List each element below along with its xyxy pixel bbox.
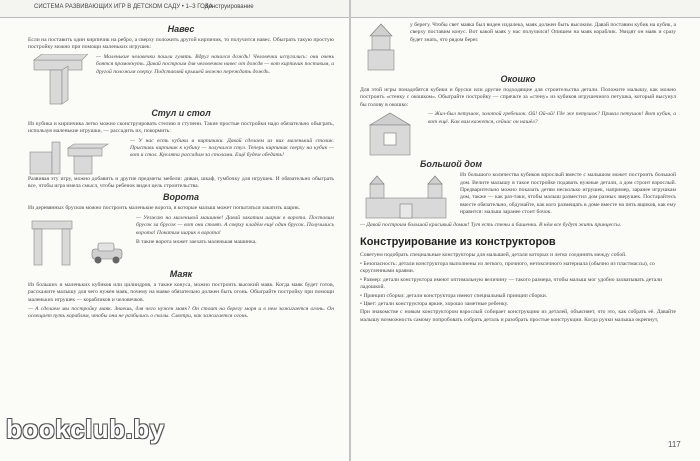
constructors-intro: Советуем подобрать специальные конструкторы для малышей, детали которых и легко соединять между собой. <box>360 251 627 258</box>
big-house-quote: — Давай построим большой красивый домик! Тут есть стены и башенки. В нём все будут жить принцессы. <box>360 222 622 229</box>
chair-table-illustration <box>28 138 122 176</box>
gate-after: В такие ворота может заехать маленькая машинка. <box>136 239 257 246</box>
lighthouse-illustration <box>360 22 402 72</box>
section-title-chair-table: Стул и стол <box>151 107 211 118</box>
chair-table-after: Развивая эту игру, можно добавить и другие предметы мебели: диван, шкаф, тумбочку для игрушек. И обязательно обыграть все, чтобы игра имела смысл, чтобы ребенок видел цель строительства. <box>28 175 334 190</box>
section-title-naves: Навес <box>167 24 195 34</box>
bullet-color: • Цвет: детали конструктора яркие, хорошо заметные ребенку. <box>360 301 509 308</box>
chair-table-text: Из кубика и кирпичика легко можно сконструировать стелию и ступени. Такие простые постройки надо обязательно обыграть, используя маленькие игрушки, — рассадить их, покормить: <box>28 120 334 135</box>
left-page <box>28 22 334 323</box>
window-text: Для этой игры понадобятся кубики и бруски или другие подходящие для строительства детали. Положите малышу, как можно построить «стенку с окошком». Обыграйте постройку — спрячьте за «стену» из кубиков игрушечного петушка, который высунул бы голову в окошко: <box>360 87 676 108</box>
right-page <box>360 22 676 326</box>
section-heading-constructors: Конструирование из конструкторов <box>360 235 556 248</box>
lighthouse-quote: — А сделаем мы постройку маяк. Знаешь, для чего нужен маяк? Он стоит на берегу моря и в нем зажигается огонь. Он освещает путь кораблям, чтобы они не разбились о скалы. Смотри, как зажигается огонь. <box>28 306 334 320</box>
naves-text: Если на поставить один кирпичик на ребро, а сверху положить другой кирпичик, то получится навес. Обыграть такую простую постройку можно при помощи маленьких игрушек: <box>28 37 334 51</box>
section-title-lighthouse: Маяк <box>169 268 193 279</box>
section-title-big-house: Большой дом <box>420 159 483 170</box>
big-house-illustration <box>360 172 452 222</box>
page-number: 117 <box>668 440 681 449</box>
header-right-text: Конструирование <box>205 4 254 10</box>
canopy-block-illustration <box>28 54 88 106</box>
gate-text: Из деревянных брусков можно построить маленькие ворота, в которые малыш может попытаться закатить шарик. <box>28 205 301 212</box>
header-left-text: СИСТЕМА РАЗВИВАЮЩИХ ИГР В ДЕТСКОМ САДУ • 1–3 ГОДА <box>34 4 213 10</box>
section-title-window: Окошко <box>500 74 536 84</box>
lighthouse-text: Из больших и маленьких кубиков или цилиндров, а также конуса, можно построить высокий маяк. Когда маяк будет готов, расскажите малышу для чего нужен маяк, почему на маяке обязательно должен быть огонь. Обыграйте постройку при помощи маленьких игрушек — корабликов и человечков. <box>28 281 334 303</box>
bullet-safety: • Безопасность: детали конструктора выполнены из легкого, прочного, нетоксичного материала (обычно из пластмассы), со скругленными краями. <box>360 261 655 275</box>
gate-with-car-illustration <box>28 215 128 267</box>
naves-quote: — Маленькие человечки пошли гулять. Вдруг начался дождь! Человечки испугались: они очень боятся промокнуть. Давай построим для человечков навес от дождя — вот кирпичик поставим, а другой положим сверху. Подставляй крышей можно переждать дождь. <box>96 53 334 75</box>
book-gutter <box>349 0 351 461</box>
window-wall-illustration <box>360 111 420 157</box>
lighthouse-continued: у берегу. Чтобы свет маяка был виден издалека, маяк должен быть высоким. Давай поставим кубик на кубик, а сверху поставим конус. Вот какой маяк у нас получился! Опишем на маяк кораблик. Увидят он маяк и сразу будет знать, что рядом берег. <box>410 22 676 43</box>
bullet-size: • Размер: детали конструктора имеют оптимальную величину — такого размера, чтобы малыш мог удобно захватывать детали ладошкой. <box>360 276 663 291</box>
chair-table-quote: — У нас есть кубики и кирпичики. Давай сделаем из них маленький столик. Приставь кирпичик к кубику — получился стул. Теперь кирпичик сверху на кубик — вот и стол. Куклята рассадим за столами. Ещё будем обедать! <box>130 137 334 159</box>
constructors-closing: При знакомстве с новым конструктором взрослый собирает конструкцию из деталей, объясняет, что это, как собрать её. Давайте малышу возможность самому попробовать собрать деталь и разобрать простые конструкции. Когда ручки малыша окрепнут, <box>360 309 676 323</box>
window-quote: — Жил-был петушок, золотой гребешок. Ой! Ой-ой! Где же петушок? Привал петушок! Вот кубик, а вот ещё. Как вам кажется, сейчас он нашёл? <box>428 111 676 125</box>
gate-quote: — Уезжаю на маленькой машинке! Давай закатим шарик в ворота. Поставим брусок за брусок — вот они стоят. А сверху кладём ещё один брусок. Получились ворота! Покатим шарик в ворота! <box>136 214 334 236</box>
section-title-gate: Ворота <box>163 192 199 203</box>
watermark: bookclub.by <box>6 414 165 444</box>
big-house-text: Из большого количества кубиков взрослый вместе с малышом может построить большой дом. Велите малышу в такое постройке подавать нужные детали, а дом строит взрослый. Предварительно можно показать детям несколько игрушек, например, заранее игрушкам дом, также — как раз-таки, чтобы малыш разместил дом разных зверушек. Постарайтесь вместе обязательно, обдумайте, как кого размещать в доме вместе на пять ящиков, как ему нравится: малыш заранее стоит бочок. <box>460 172 676 216</box>
bullet-assembly: • Принцип сборки: детали конструктора имеют специальный принцип сборки. <box>360 292 548 299</box>
